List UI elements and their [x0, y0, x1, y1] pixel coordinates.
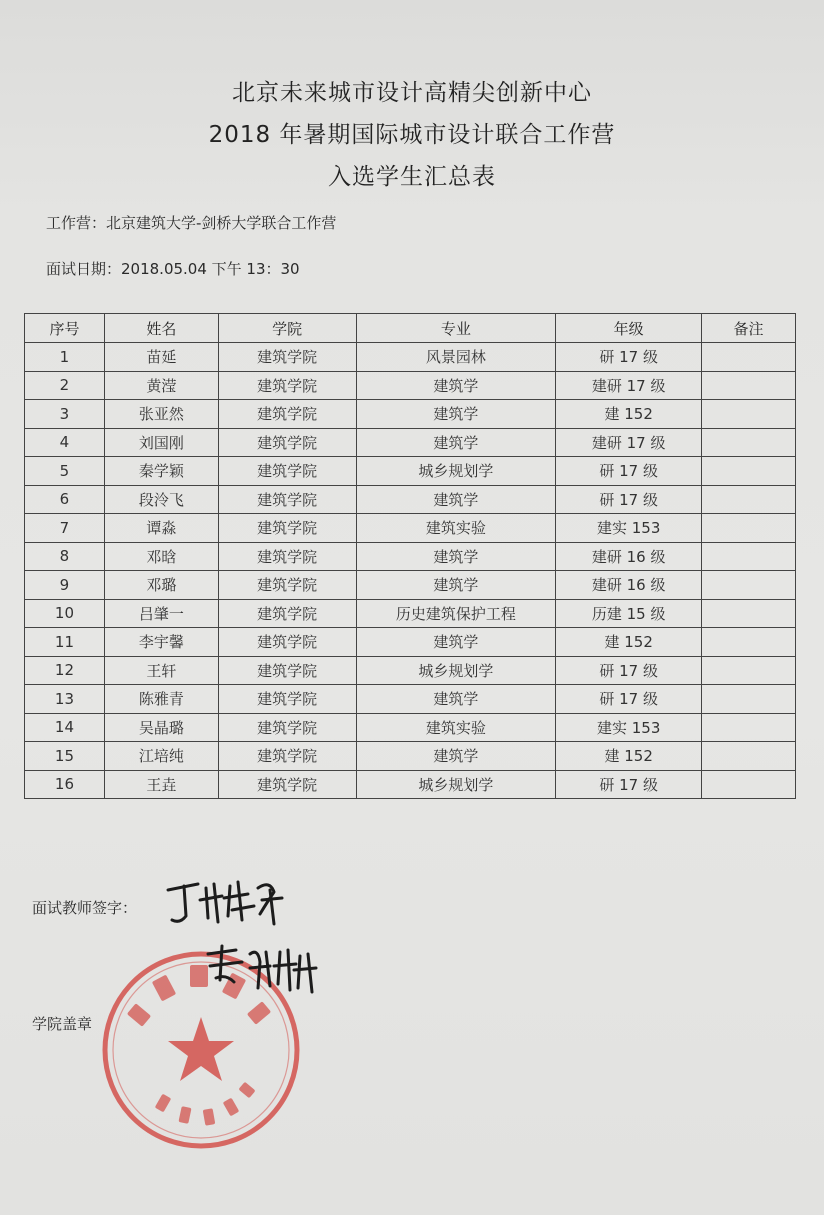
- cell-number: 8: [25, 542, 105, 571]
- table-row: [25, 599, 796, 628]
- cell-major: 建筑学: [356, 685, 556, 714]
- college-seal-label: 学院盖章: [32, 1015, 93, 1033]
- cell-name: 李宇馨: [104, 628, 218, 657]
- signature-2-graphic: [208, 946, 316, 992]
- cell-remark: [702, 571, 796, 600]
- cell-remark: [702, 485, 796, 514]
- cell-college: 建筑学院: [218, 485, 356, 514]
- cell-college: 建筑学院: [218, 685, 356, 714]
- cell-number: 6: [25, 485, 105, 514]
- interview-date: 面试日期：2018.05.04 下午 13：30: [46, 260, 300, 278]
- signature-1-graphic: [168, 882, 282, 924]
- cell-grade: 研 17 级: [556, 770, 702, 799]
- cell-major: 建筑实验: [356, 514, 556, 543]
- cell-remark: [702, 713, 796, 742]
- cell-name: 邓璐: [104, 571, 218, 600]
- cell-grade: 研 17 级: [556, 485, 702, 514]
- cell-number: 13: [25, 685, 105, 714]
- cell-number: 11: [25, 628, 105, 657]
- cell-name: 吴晶璐: [104, 713, 218, 742]
- cell-remark: [702, 542, 796, 571]
- column-header-major: 专业: [356, 314, 556, 343]
- cell-name: 江培纯: [104, 742, 218, 771]
- cell-major: 建筑学: [356, 400, 556, 429]
- cell-college: 建筑学院: [218, 428, 356, 457]
- cell-grade: 研 17 级: [556, 685, 702, 714]
- document-title-line-1: 北京未来城市设计高精尖创新中心: [232, 80, 592, 106]
- cell-major: 建筑学: [356, 428, 556, 457]
- cell-major: 城乡规划学: [356, 457, 556, 486]
- cell-number: 7: [25, 514, 105, 543]
- cell-number: 10: [25, 599, 105, 628]
- cell-number: 15: [25, 742, 105, 771]
- cell-major: 建筑实验: [356, 713, 556, 742]
- table-row: [25, 371, 796, 400]
- table-row: [25, 542, 796, 571]
- cell-major: 建筑学: [356, 371, 556, 400]
- table-row: [25, 685, 796, 714]
- cell-college: 建筑学院: [218, 713, 356, 742]
- cell-name: 吕肇一: [104, 599, 218, 628]
- cell-major: 建筑学: [356, 628, 556, 657]
- column-header-name: 姓名: [104, 314, 218, 343]
- cell-grade: 建研 16 级: [556, 542, 702, 571]
- cell-name: 陈雅青: [104, 685, 218, 714]
- cell-college: 建筑学院: [218, 514, 356, 543]
- teacher-signature-label: 面试教师签字：: [32, 899, 138, 917]
- cell-remark: [702, 343, 796, 372]
- table-row: [25, 343, 796, 372]
- cell-major: 建筑学: [356, 571, 556, 600]
- cell-number: 5: [25, 457, 105, 486]
- document-title-line-3: 入选学生汇总表: [328, 164, 496, 190]
- table-row: [25, 656, 796, 685]
- cell-remark: [702, 371, 796, 400]
- cell-college: 建筑学院: [218, 571, 356, 600]
- cell-remark: [702, 628, 796, 657]
- cell-remark: [702, 685, 796, 714]
- cell-grade: 研 17 级: [556, 656, 702, 685]
- cell-name: 张亚然: [104, 400, 218, 429]
- table-row: [25, 742, 796, 771]
- cell-number: 9: [25, 571, 105, 600]
- cell-college: 建筑学院: [218, 599, 356, 628]
- table-header-row: [25, 314, 796, 343]
- table-row: [25, 713, 796, 742]
- cell-college: 建筑学院: [218, 457, 356, 486]
- cell-grade: 研 17 级: [556, 343, 702, 372]
- cell-number: 14: [25, 713, 105, 742]
- column-header-number: 序号: [25, 314, 105, 343]
- cell-remark: [702, 428, 796, 457]
- cell-major: 城乡规划学: [356, 656, 556, 685]
- cell-college: 建筑学院: [218, 343, 356, 372]
- cell-major: 建筑学: [356, 742, 556, 771]
- table-row: [25, 457, 796, 486]
- student-roster-table: [24, 313, 796, 799]
- cell-grade: 历建 15 级: [556, 599, 702, 628]
- table-row: [25, 571, 796, 600]
- cell-college: 建筑学院: [218, 400, 356, 429]
- cell-name: 刘国刚: [104, 428, 218, 457]
- cell-grade: 建实 153: [556, 713, 702, 742]
- column-header-grade: 年级: [556, 314, 702, 343]
- cell-grade: 建研 17 级: [556, 428, 702, 457]
- cell-college: 建筑学院: [218, 542, 356, 571]
- cell-remark: [702, 457, 796, 486]
- cell-name: 王轩: [104, 656, 218, 685]
- cell-grade: 研 17 级: [556, 457, 702, 486]
- cell-remark: [702, 742, 796, 771]
- table-row: [25, 400, 796, 429]
- cell-major: 建筑学: [356, 485, 556, 514]
- cell-grade: 建 152: [556, 400, 702, 429]
- cell-number: 3: [25, 400, 105, 429]
- cell-major: 风景园林: [356, 343, 556, 372]
- cell-college: 建筑学院: [218, 770, 356, 799]
- cell-grade: 建研 16 级: [556, 571, 702, 600]
- cell-remark: [702, 770, 796, 799]
- cell-name: 苗延: [104, 343, 218, 372]
- cell-number: 1: [25, 343, 105, 372]
- cell-college: 建筑学院: [218, 656, 356, 685]
- cell-remark: [702, 656, 796, 685]
- cell-major: 城乡规划学: [356, 770, 556, 799]
- cell-remark: [702, 400, 796, 429]
- column-header-remark: 备注: [702, 314, 796, 343]
- cell-college: 建筑学院: [218, 628, 356, 657]
- cell-name: 黄滢: [104, 371, 218, 400]
- cell-grade: 建研 17 级: [556, 371, 702, 400]
- table-row: [25, 514, 796, 543]
- cell-major: 建筑学: [356, 542, 556, 571]
- document-title-line-2: 2018 年暑期国际城市设计联合工作营: [208, 122, 616, 148]
- column-header-college: 学院: [218, 314, 356, 343]
- cell-grade: 建 152: [556, 742, 702, 771]
- teacher-signatures: [150, 870, 350, 1030]
- cell-college: 建筑学院: [218, 371, 356, 400]
- table-row: [25, 485, 796, 514]
- cell-number: 16: [25, 770, 105, 799]
- cell-name: 谭淼: [104, 514, 218, 543]
- cell-remark: [702, 514, 796, 543]
- cell-remark: [702, 599, 796, 628]
- cell-name: 邓晗: [104, 542, 218, 571]
- cell-name: 王垚: [104, 770, 218, 799]
- cell-college: 建筑学院: [218, 742, 356, 771]
- cell-name: 秦学颖: [104, 457, 218, 486]
- cell-grade: 建 152: [556, 628, 702, 657]
- cell-grade: 建实 153: [556, 514, 702, 543]
- cell-major: 历史建筑保护工程: [356, 599, 556, 628]
- cell-number: 12: [25, 656, 105, 685]
- table-row: [25, 770, 796, 799]
- cell-name: 段泠飞: [104, 485, 218, 514]
- workshop-name: 工作营：北京建筑大学-剑桥大学联合工作营: [46, 214, 337, 232]
- cell-number: 2: [25, 371, 105, 400]
- table-row: [25, 628, 796, 657]
- cell-number: 4: [25, 428, 105, 457]
- table-row: [25, 428, 796, 457]
